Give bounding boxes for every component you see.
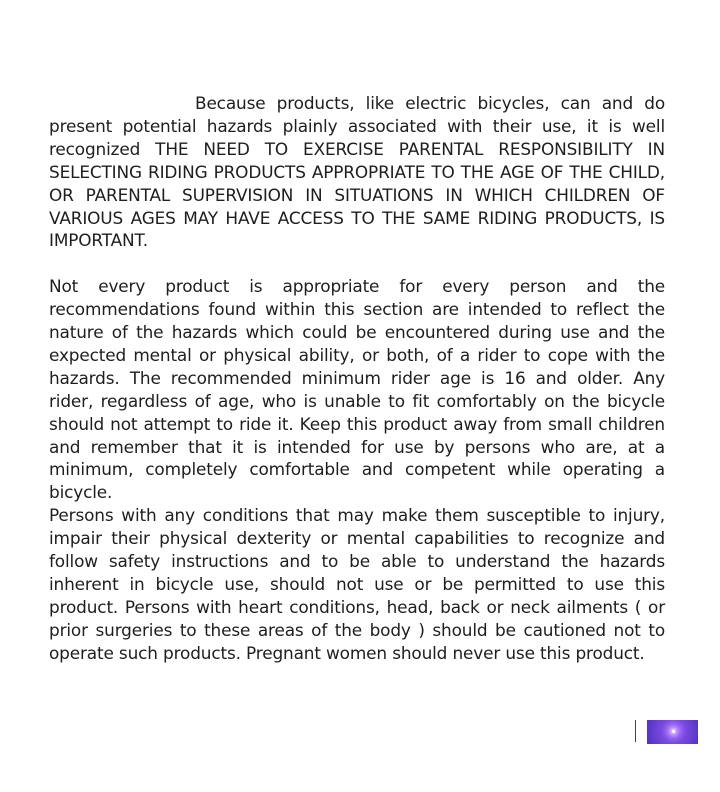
paragraph-parental-responsibility: Because products, like electric bicycles, can and do present potential hazards plainly associated with their use, it is well recognized THE NEED TO EXERCISE PARENTAL RESPONSIBILITY IN SELECTING RIDING PRODUCTS APPROPRIATE TO THE AGE OF THE CHILD, OR PARENTAL SUPERVISION IN SITUATIONS IN WHICH CHILDREN OF VARIOUS AGES MAY HAVE ACCESS TO THE SAME RIDING PRODUCTS, IS IMPORTANT. bbox=[49, 93, 665, 251]
paragraph-rider-suitability: Not every product is appropriate for every person and the recommendations found within this section are intended to reflect the nature of the hazards which could be encountered during use and the expected mental or physical ability, or both, of a rider to cope with the hazards. The recommended minimum rider age is 16 and older. Any rider, regardless of age, who is unable to fit comfortably on the bicycle should not attempt to ride it. Keep this product away from small children and remember that it is intended for use by persons who are, at a minimum, completely comfortable and competent while operating a bicycle. bbox=[49, 276, 665, 503]
document-body bbox=[49, 92, 665, 665]
footer-thumbnail-icon bbox=[647, 720, 698, 744]
paragraph-health-conditions: Persons with any conditions that may make them susceptible to injury, impair their physical dexterity or mental capabilities to recognize and follow safety instructions and to be able to understand the hazards inherent in bicycle use, should not use or be permitted to use this product. Persons with heart conditions, head, back or neck ailments ( or prior surgeries to these areas of the body ) should be cautioned not to operate such products. Pregnant women should never use this product. bbox=[49, 505, 665, 663]
footer-divider bbox=[635, 720, 636, 742]
sparkle-icon bbox=[672, 730, 675, 733]
